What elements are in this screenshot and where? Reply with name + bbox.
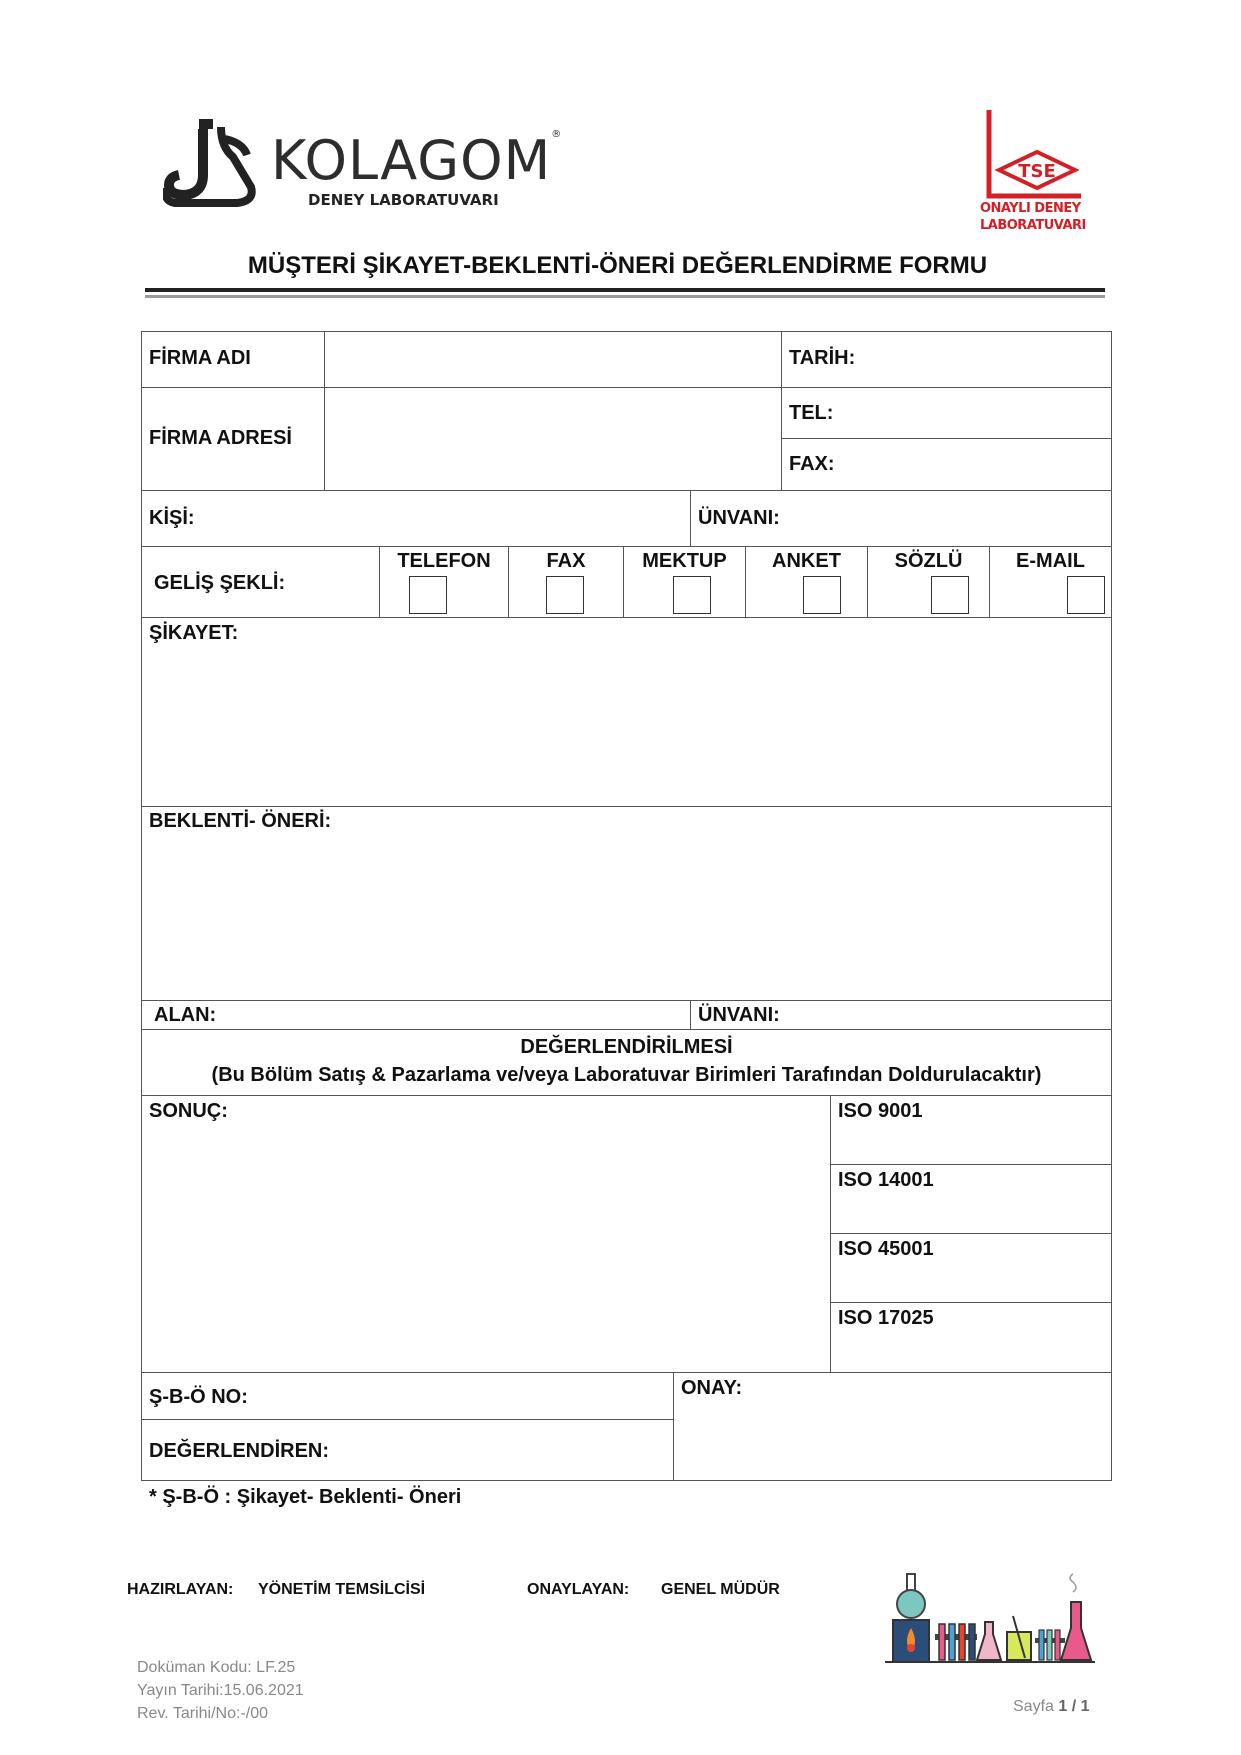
sikayet-label: ŞİKAYET: <box>149 622 239 644</box>
title-rule <box>145 288 1105 292</box>
degerlendirilmesi-title: DEĞERLENDİRİLMESİ <box>520 1036 733 1058</box>
page-sep: / <box>1071 1698 1077 1715</box>
onaylayan-value: GENEL MÜDÜR <box>661 1581 780 1598</box>
kisi-field[interactable] <box>141 490 691 547</box>
degerlendirilmesi-note: (Bu Bölüm Satış & Pazarlama ve/veya Laboratuvar Birimleri Tarafından Doldurulacaktır) <box>211 1064 1042 1086</box>
option-telefon-label: TELEFON <box>397 550 491 572</box>
footnote: * Ş-B-Ö : Şikayet- Beklenti- Öneri <box>149 1486 462 1508</box>
option-fax-label: FAX <box>546 550 586 572</box>
sbo-no-label: Ş-B-Ö NO: <box>149 1386 248 1408</box>
firma-adresi-label: FİRMA ADRESİ <box>149 427 292 449</box>
lab-equipment-illustration <box>885 1572 1095 1672</box>
publish-date: Yayın Tarihi:15.06.2021 <box>137 1682 304 1699</box>
page-prefix: Sayfa <box>1013 1698 1054 1715</box>
sozlu-checkbox[interactable] <box>931 576 969 614</box>
tarih-label: TARİH: <box>789 347 856 369</box>
option-email-label: E-MAIL <box>1016 550 1085 572</box>
company-name: KOLAGOM <box>271 129 552 192</box>
form-title: MÜŞTERİ ŞİKAYET-BEKLENTİ-ÖNERİ DEĞERLENDİRME FORMU <box>247 252 988 279</box>
tel-label: TEL: <box>789 402 834 424</box>
iso-45001-label: ISO 45001 <box>838 1238 934 1260</box>
email-checkbox[interactable] <box>1067 576 1105 614</box>
kisi-unvani-label: ÜNVANI: <box>698 507 780 529</box>
kolagom-logo: KOLAGOM® DENEY LABORATUVARI <box>163 113 543 213</box>
title-rule-shadow <box>145 295 1105 298</box>
firma-adi-label: FİRMA ADI <box>149 347 251 369</box>
hazirlayan-label: HAZIRLAYAN: <box>127 1581 234 1598</box>
company-subtitle: DENEY LABORATUVARI <box>308 191 499 209</box>
iso-14001-label: ISO 14001 <box>838 1169 934 1191</box>
hazirlayan-value: YÖNETİM TEMSİLCİSİ <box>258 1581 426 1598</box>
sikayet-field[interactable] <box>141 617 1112 807</box>
beklenti-oneri-label: BEKLENTİ- ÖNERİ: <box>149 810 332 832</box>
fax-checkbox[interactable] <box>546 576 584 614</box>
beklenti-oneri-field[interactable] <box>141 806 1112 1001</box>
option-sozlu-label: SÖZLÜ <box>894 550 963 572</box>
gelis-sekli-label: GELİŞ ŞEKLİ: <box>154 572 286 594</box>
tse-mark-icon <box>985 110 1085 200</box>
degerlendiren-label: DEĞERLENDİREN: <box>149 1440 330 1462</box>
page-number <box>1013 1698 1090 1716</box>
firma-adresi-field[interactable] <box>324 387 782 491</box>
option-mektup-label: MEKTUP <box>642 550 727 572</box>
flask-logo-icon <box>163 117 261 213</box>
telefon-checkbox[interactable] <box>409 576 447 614</box>
sonuc-label: SONUÇ: <box>149 1100 228 1122</box>
kisi-label: KİŞİ: <box>149 507 195 529</box>
onaylayan-label: ONAYLAYAN: <box>527 1581 630 1598</box>
firma-adi-field[interactable] <box>324 331 782 388</box>
tse-mark-text: TSE <box>1018 161 1056 182</box>
onay-label: ONAY: <box>681 1377 743 1399</box>
alan-unvani-label: ÜNVANI: <box>698 1004 780 1026</box>
page-total: 1 <box>1080 1698 1090 1715</box>
mektup-checkbox[interactable] <box>673 576 711 614</box>
sonuc-field[interactable] <box>141 1095 831 1373</box>
revision: Rev. Tarihi/No:-/00 <box>137 1705 269 1722</box>
tse-caption-1: ONAYLI DENEY <box>980 201 1081 216</box>
doc-code: Doküman Kodu: LF.25 <box>137 1659 296 1676</box>
page-current: 1 <box>1058 1698 1068 1715</box>
alan-label: ALAN: <box>154 1004 217 1026</box>
fax-label: FAX: <box>789 453 835 475</box>
alan-field[interactable] <box>141 1000 691 1030</box>
tse-logo <box>980 110 1095 238</box>
tse-caption-2: LABORATUVARI <box>980 218 1086 233</box>
anket-checkbox[interactable] <box>803 576 841 614</box>
document-meta <box>137 1656 304 1725</box>
iso-17025-label: ISO 17025 <box>838 1307 934 1329</box>
option-anket-label: ANKET <box>772 550 841 572</box>
iso-9001-label: ISO 9001 <box>838 1100 923 1122</box>
